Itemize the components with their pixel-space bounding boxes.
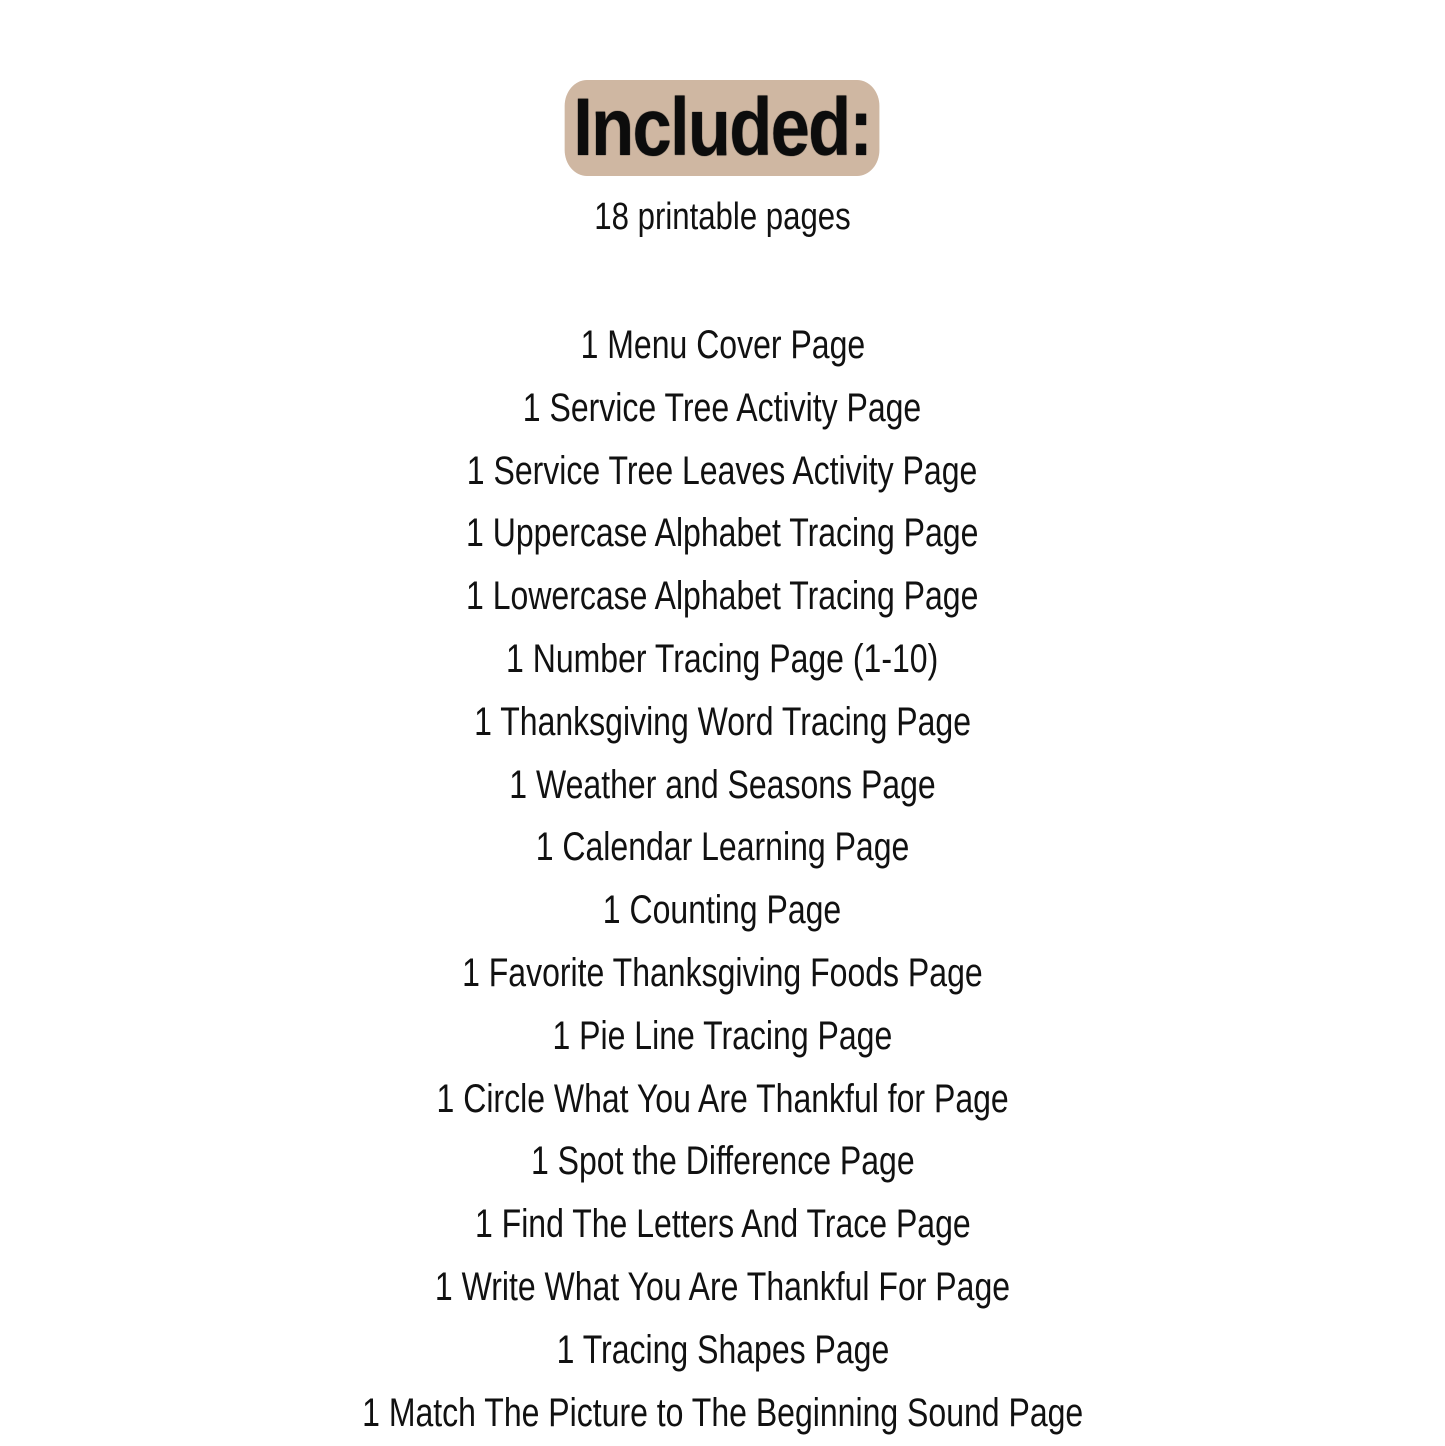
list-item-label: 1 Spot the Difference Page xyxy=(530,1139,915,1184)
list-item-label: 1 Service Tree Leaves Activity Page xyxy=(467,448,978,493)
list-item-label: 1 Number Tracing Page (1-10) xyxy=(506,636,939,681)
list-item xyxy=(0,1070,1445,1133)
list-item-label: 1 Tracing Shapes Page xyxy=(556,1327,889,1372)
list-item xyxy=(0,1321,1445,1384)
list-item-label: 1 Counting Page xyxy=(603,888,842,933)
list-item-label: 1 Pie Line Tracing Page xyxy=(552,1013,893,1058)
list-item xyxy=(0,442,1445,505)
list-item-label: 1 Lowercase Alphabet Tracing Page xyxy=(466,574,979,619)
page-subtitle: 18 printable pages xyxy=(594,196,851,238)
list-item-label: 1 Find The Letters And Trace Page xyxy=(474,1202,971,1247)
list-item-label: 1 Weather and Seasons Page xyxy=(509,762,936,807)
list-item xyxy=(0,1132,1445,1195)
list-item-label: 1 Favorite Thanksgiving Foods Page xyxy=(462,950,983,995)
list-item-label: 1 Service Tree Activity Page xyxy=(523,385,922,430)
list-item xyxy=(0,504,1445,567)
page-title: Included: xyxy=(565,80,880,176)
list-item-label: 1 Uppercase Alphabet Tracing Page xyxy=(466,511,979,556)
list-item xyxy=(0,693,1445,756)
list-item xyxy=(0,630,1445,693)
list-item xyxy=(0,1258,1445,1321)
list-item xyxy=(0,1195,1445,1258)
list-item-label: 1 Circle What You Are Thankful for Page xyxy=(436,1076,1009,1121)
list-item xyxy=(0,944,1445,1007)
list-item xyxy=(0,316,1445,379)
included-items-list xyxy=(0,316,1445,1446)
list-item xyxy=(0,1384,1445,1446)
list-item-label: 1 Menu Cover Page xyxy=(580,323,865,367)
list-item-label: 1 Match The Picture to The Beginning Sound Page xyxy=(361,1390,1084,1435)
list-item-label: 1 Calendar Learning Page xyxy=(535,825,910,870)
list-item xyxy=(0,567,1445,630)
list-item xyxy=(0,881,1445,944)
list-item xyxy=(0,818,1445,881)
list-item xyxy=(0,1007,1445,1070)
list-item-label: 1 Thanksgiving Word Tracing Page xyxy=(474,699,971,744)
list-item-label: 1 Write What You Are Thankful For Page xyxy=(434,1264,1011,1309)
list-item xyxy=(0,756,1445,819)
title-wrap xyxy=(0,80,1445,176)
list-item xyxy=(0,379,1445,442)
